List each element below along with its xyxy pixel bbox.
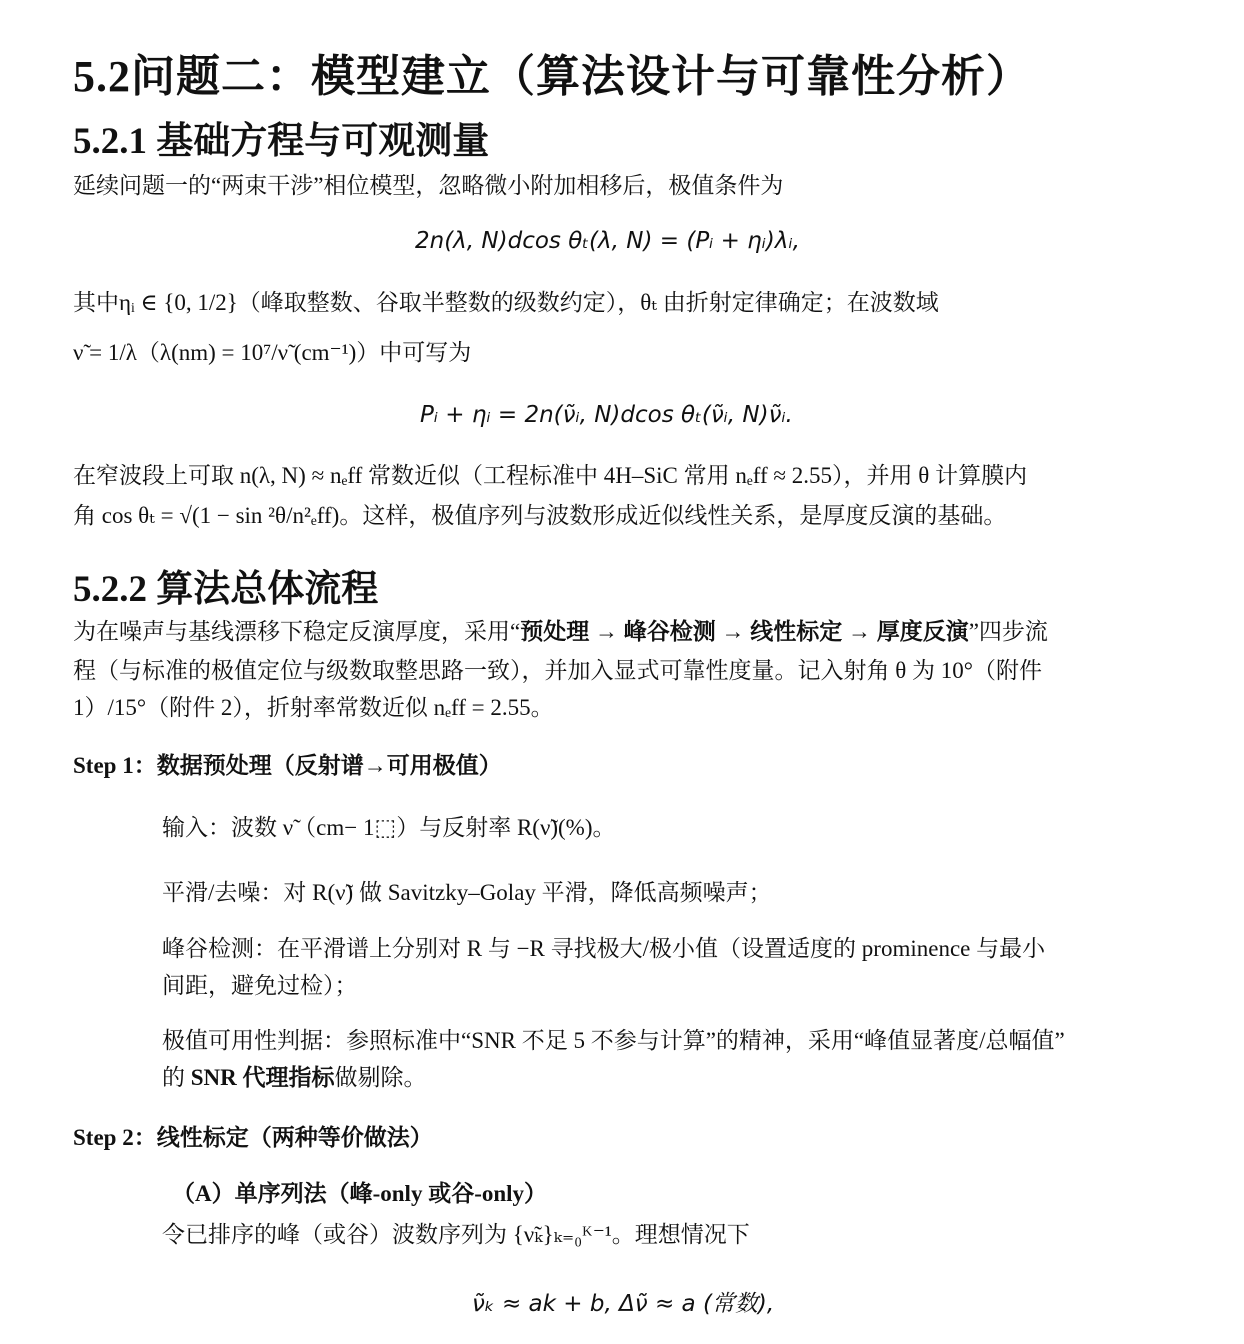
step1-peak-detection-line-1: 峰谷检测：在平滑谱上分别对 R 与 −R 寻找极大/极小值（设置适度的 prominence 与最小 bbox=[162, 936, 1046, 961]
equation-extremum-condition: 2n(λ, N)dcos θₜ(λ, N) = (Pᵢ + ηᵢ)λᵢ, bbox=[415, 228, 800, 254]
paragraph-intro: 延续问题一的“两束干涉”相位模型，忽略微小附加相移后，极值条件为 bbox=[73, 173, 784, 198]
paragraph-flow-line-2: 程（与标准的极值定位与级数取整思路一致），并加入显式可靠性度量。记入射角 θ 为 10°（附件 bbox=[73, 658, 1042, 683]
section-heading-5-2-1: 5.2.1 基础方程与可观测量 bbox=[73, 121, 490, 162]
paragraph-neff-approx: 在窄波段上可取 n(λ, N) ≈ nₑff 常数近似（工程标准中 4H–SiC 常用 nₑff ≈ 2.55），并用 θ 计算膜内 bbox=[73, 463, 1028, 488]
snr-proxy-bold: SNR 代理指标 bbox=[190, 1065, 335, 1090]
step1-heading: Step 1：数据预处理（反射谱→可用极值） bbox=[73, 753, 502, 778]
page-title: 5.2问题二：模型建立（算法设计与可靠性分析） bbox=[73, 52, 1031, 101]
paragraph-internal-angle: 角 cos θₜ = √(1 − sin ²θ/n²ₑff)。这样，极值序列与波数形成近似线性关系，是厚度反演的基础。 bbox=[73, 503, 1007, 528]
step1-peak-detection-line-2: 间距，避免过检）； bbox=[162, 973, 358, 998]
step2-subheading-a: （A）单序列法（峰-only 或谷-only） bbox=[172, 1181, 548, 1206]
flow-steps-bold: 预处理 → 峰谷检测 → 线性标定 → 厚度反演 bbox=[520, 619, 969, 644]
step2-sequence-definition: 令已排序的峰（或谷）波数序列为 {ν̃ₖ}ₖ₌₀ᴷ⁻¹。理想情况下 bbox=[162, 1222, 750, 1247]
flow-text-pre: 为在噪声与基线漂移下稳定反演厚度，采用“ bbox=[73, 619, 521, 644]
paragraph-eta-definition: 其中ηᵢ ∈ {0, 1/2}（峰取整数、谷取半整数的级数约定），θₜ 由折射定律确定；在波数域 bbox=[73, 290, 939, 315]
equation-wavenumber-form: Pᵢ + ηᵢ = 2n(ν̃ᵢ, N)dcos θₜ(ν̃ᵢ, N)ν̃ᵢ. bbox=[420, 402, 793, 428]
step2-heading: Step 2：线性标定（两种等价做法） bbox=[73, 1125, 433, 1150]
paragraph-flow-line-1 bbox=[73, 616, 1048, 648]
paragraph-flow-line-3: 1）/15°（附件 2），折射率常数近似 nₑff = 2.55。 bbox=[73, 695, 554, 720]
step1-usability-line-1: 极值可用性判据：参照标准中“SNR 不足 5 不参与计算”的精神，采用“峰值显著度/总幅值” bbox=[162, 1028, 1065, 1053]
step1-usability-line-2 bbox=[162, 1062, 427, 1094]
usability-pre: 的 bbox=[162, 1065, 191, 1090]
step1-smoothing: 平滑/去噪：对 R(ν̃) 做 Savitzky–Golay 平滑，降低高频噪声； bbox=[162, 880, 772, 905]
paragraph-wavenumber-domain: ν̃ = 1/λ（λ(nm) = 10⁷/ν̃ (cm⁻¹)）中可写为 bbox=[73, 340, 472, 365]
section-heading-5-2-2: 5.2.2 算法总体流程 bbox=[73, 569, 379, 610]
usability-post: 做剔除。 bbox=[334, 1065, 427, 1090]
flow-text-post: ”四步流 bbox=[968, 619, 1048, 644]
equation-linear-model: ν̃ₖ ≈ ak + b, Δν̃ ≈ a (常数), bbox=[472, 1291, 775, 1317]
step1-input: 输入：波数 ν̃（cm− 1⬚）与反射率 R(ν̃)(%)。 bbox=[162, 815, 616, 840]
